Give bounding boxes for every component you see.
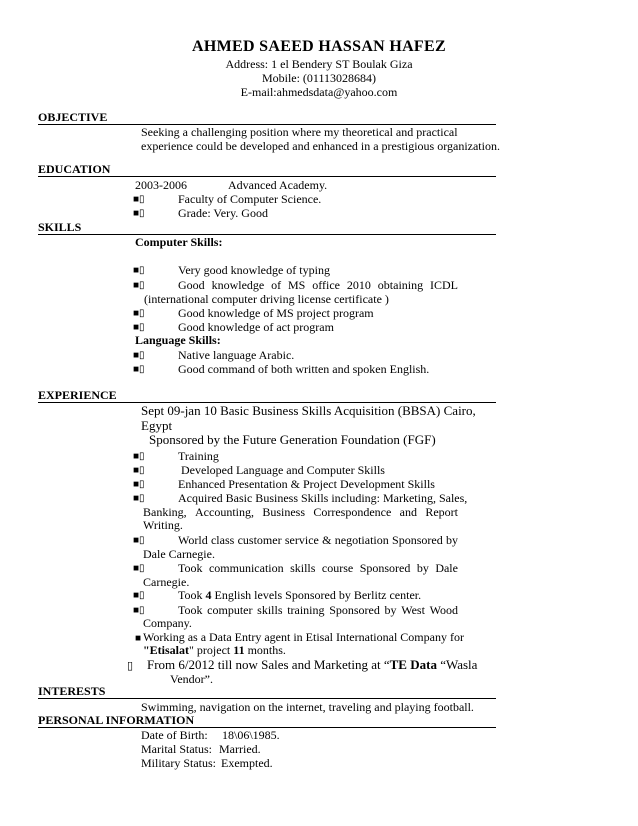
experience-header-line-1: Sept 09-jan 10 Basic Business Skills Acquisition (BBSA) Cairo, <box>141 403 476 418</box>
word: computer <box>207 603 253 617</box>
exp-tedata-line-2: Vendor”. <box>170 672 213 686</box>
word: & <box>322 533 332 547</box>
word: Dale <box>435 561 458 575</box>
skill-arabic: Native language Arabic. <box>178 348 295 362</box>
word: and <box>399 505 417 519</box>
text: “Wasla <box>436 657 478 672</box>
experience-header-line-2: Egypt <box>141 418 173 433</box>
word: negotiation <box>334 533 389 547</box>
word: obtaining <box>377 278 424 292</box>
mobile: Mobile: (01113028684) <box>261 71 377 85</box>
text: English levels Sponsored by Berlitz center. <box>211 588 422 602</box>
word: training <box>287 603 325 617</box>
months-count: 11 <box>233 643 245 657</box>
dob-label: Date of Birth: <box>141 728 208 742</box>
word: by <box>416 561 429 575</box>
interests-heading: INTERESTS <box>38 684 106 698</box>
skill-ms-office-line-1 <box>178 278 458 293</box>
bullet-icon: ■▯ <box>133 280 145 291</box>
skill-ms-project: Good knowledge of MS project program <box>178 306 374 320</box>
personal-info-heading: PERSONAL INFORMATION <box>38 713 195 727</box>
text: " project <box>189 643 234 657</box>
word: Sponsored <box>329 603 380 617</box>
word: West <box>401 603 425 617</box>
bullet-icon: ■▯ <box>133 605 145 616</box>
text: Took <box>178 588 206 602</box>
language-skills-heading: Language Skills: <box>135 333 221 347</box>
exp-acquired-line-2 <box>143 505 458 520</box>
education-years: 2003-2006 <box>135 178 187 192</box>
exp-acquired-line-1: Acquired Basic Business Skills including: Marketing, Sales, <box>178 491 468 505</box>
bullet-icon: ■▯ <box>133 208 145 219</box>
bullet-icon: ■ <box>135 633 142 644</box>
objective-line-2: experience could be developed and enhanced in a prestigious organization. <box>141 139 500 153</box>
interests-divider <box>38 698 496 699</box>
candidate-name: AHMED SAEED HASSAN HAFEZ <box>192 38 446 55</box>
word: World <box>178 533 208 547</box>
exp-westwood-line-2: Company. <box>143 616 192 630</box>
exp-developed: Developed Language and Computer Skills <box>181 463 385 477</box>
skill-act: Good knowledge of act program <box>178 320 334 334</box>
word: knowledge <box>211 278 265 292</box>
word: ICDL <box>430 278 458 292</box>
skill-english: Good command of both written and spoken English. <box>178 362 430 376</box>
exp-etisal-line-1: Working as a Data Entry agent in Etisal International Company for <box>143 630 464 644</box>
bullet-icon: ■▯ <box>133 265 145 276</box>
exp-comm-line-2: Carnegie. <box>143 575 190 589</box>
word: customer <box>237 533 282 547</box>
skills-heading: SKILLS <box>38 220 82 234</box>
word: Correspondence <box>313 505 392 519</box>
skill-typing: Very good knowledge of typing <box>178 263 330 277</box>
word: communication <box>208 561 284 575</box>
text: From 6/2012 till now Sales and Marketing at “ <box>147 657 390 672</box>
word: by <box>446 533 458 547</box>
exp-enhanced: Enhanced Presentation & Project Development Skills <box>178 477 435 491</box>
education-faculty: Faculty of Computer Science. <box>178 192 322 206</box>
interests-text: Swimming, navigation on the internet, traveling and playing football. <box>141 700 474 714</box>
company-name: TE Data <box>389 657 437 672</box>
word: class <box>210 533 235 547</box>
bullet-icon: ■▯ <box>133 194 145 205</box>
dob-value: 18\06\1985. <box>222 728 280 742</box>
exp-berlitz <box>178 588 421 603</box>
bullet-icon: ■▯ <box>133 308 145 319</box>
exp-tedata-line-1 <box>147 657 477 673</box>
bullet-icon: ■▯ <box>133 350 145 361</box>
bullet-icon: ■▯ <box>133 465 145 476</box>
exp-comm-line-1 <box>178 561 458 576</box>
word: Good <box>178 278 205 292</box>
military-value: Exempted. <box>221 756 273 770</box>
computer-skills-heading: Computer Skills: <box>135 235 223 249</box>
exp-world-line-1 <box>178 533 458 548</box>
word: Wood <box>429 603 458 617</box>
word: course <box>321 561 354 575</box>
word: by <box>384 603 397 617</box>
bullet-icon: ■▯ <box>133 590 145 601</box>
word: MS <box>288 278 306 292</box>
exp-westwood-line-1 <box>178 603 458 618</box>
bullet-icon: ■▯ <box>133 535 145 546</box>
word: office <box>312 278 340 292</box>
word: Took <box>178 561 203 575</box>
education-heading: EDUCATION <box>38 162 111 176</box>
text: months. <box>244 643 286 657</box>
objective-heading: OBJECTIVE <box>38 110 108 124</box>
word: service <box>284 533 319 547</box>
empty-box-icon: ▯ <box>127 660 134 672</box>
skill-ms-office-line-2: (international computer driving license certificate ) <box>144 292 389 306</box>
bullet-icon: ■▯ <box>133 479 145 490</box>
marital-label: Marital Status: <box>141 742 212 756</box>
bullet-icon: ■▯ <box>133 451 145 462</box>
company-name: Etisalat <box>149 643 190 657</box>
word: Sponsored <box>392 533 443 547</box>
exp-acquired-line-3: Writing. <box>143 518 183 532</box>
word: 2010 <box>346 278 371 292</box>
experience-heading: EXPERIENCE <box>38 388 117 402</box>
marital-value: Married. <box>219 742 261 756</box>
education-school: Advanced Academy. <box>228 178 328 192</box>
word: skills <box>290 561 316 575</box>
word: of <box>271 278 282 292</box>
word: Banking, <box>143 505 187 519</box>
education-divider <box>38 176 496 177</box>
objective-line-1: Seeking a challenging position where my theoretical and practical <box>141 125 458 139</box>
word: Business <box>262 505 306 519</box>
word: skills <box>257 603 283 617</box>
word: Took <box>178 603 203 617</box>
skills-divider <box>38 234 496 235</box>
exp-training: Training <box>178 449 219 463</box>
text: " <box>143 643 150 657</box>
experience-sponsor: Sponsored by the Future Generation Foundation (FGF) <box>149 432 436 447</box>
education-grade: Grade: Very. Good <box>178 206 268 220</box>
bullet-icon: ■▯ <box>133 493 145 504</box>
exp-etisal-line-2 <box>143 643 286 658</box>
military-label: Military Status: <box>141 756 216 770</box>
email: E-mail:ahmedsdata@yahoo.com <box>240 85 398 99</box>
bullet-icon: ■▯ <box>133 322 145 333</box>
bullet-icon: ■▯ <box>133 563 145 574</box>
bullet-icon: ■▯ <box>133 364 145 375</box>
word: Accounting, <box>195 505 254 519</box>
word: Report <box>425 505 458 519</box>
word: Sponsored <box>359 561 411 575</box>
address: Address: 1 el Bendery ST Boulak Giza <box>225 57 413 71</box>
exp-world-line-2: Dale Carnegie. <box>143 547 215 561</box>
levels-count: 4 <box>205 588 212 602</box>
